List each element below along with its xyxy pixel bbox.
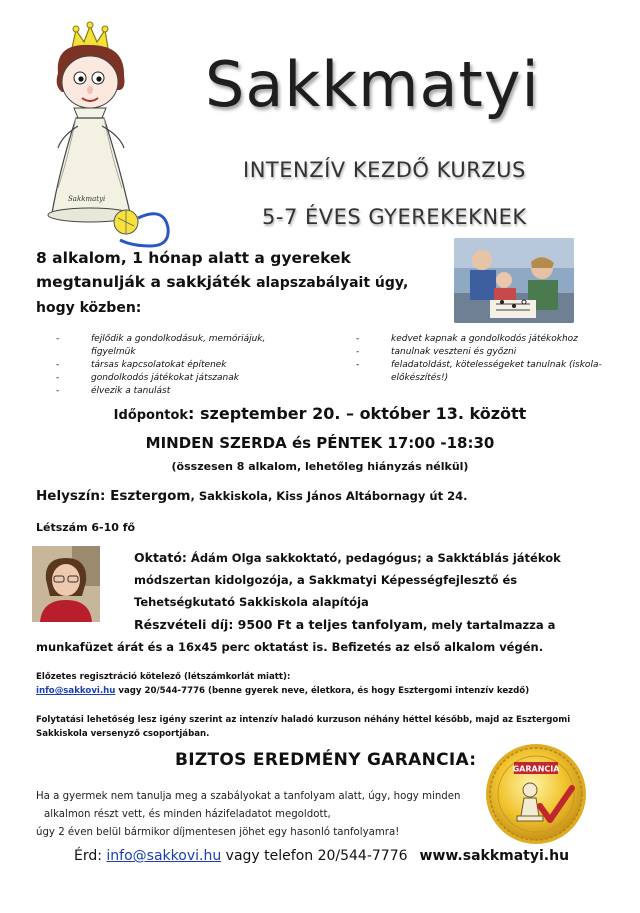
guarantee-line: úgy 2 éven belül bármikor díjmentesen jöhet egy hasonló tanfolyamra! bbox=[36, 827, 400, 838]
teacher-info bbox=[134, 547, 604, 613]
registration-title: Előzetes regisztráció kötelező (létszámkorlát miatt): bbox=[36, 672, 291, 682]
benefit-item: - feladatoldást, kötelességeket tanulnak (iskola-előkészítés!) bbox=[356, 359, 606, 385]
seal-label: GARANCIA bbox=[512, 764, 560, 774]
registration-details: vagy 20/544-7776 (benne gyerek neve, életkora, és hogy Esztergomi intenzív kezdő) bbox=[115, 686, 530, 696]
contact-phone: vagy telefon 20/544-7776 bbox=[221, 848, 408, 864]
intro-bold: 8 alkalom, 1 hónap alatt a gyerekek megtanulják a sakkjáték bbox=[36, 249, 351, 291]
teacher-label: Oktató: bbox=[134, 550, 187, 565]
location-address: , Sakkiskola, Kiss János Altábornagy út 24. bbox=[190, 489, 468, 503]
sakkmatyi-logo bbox=[40, 18, 180, 250]
page-title: Sakkmatyi bbox=[205, 48, 540, 121]
website-link[interactable]: www.sakkmatyi.hu bbox=[419, 848, 570, 864]
intro-normal: alapszabályait úgy, hogy közben: bbox=[36, 275, 409, 316]
benefit-item: - gondolkodós játékokat játszanak bbox=[56, 372, 296, 385]
location-label: Helyszín: Esztergom bbox=[36, 488, 191, 504]
intro-paragraph bbox=[36, 246, 448, 320]
guarantee-title: BIZTOS EREDMÉNY GARANCIA: bbox=[175, 750, 477, 770]
contact-footer bbox=[74, 848, 569, 864]
benefit-item: - kedvet kapnak a gondolkodós játékokhoz bbox=[356, 333, 606, 346]
benefit-item: - társas kapcsolatokat építenek bbox=[56, 359, 296, 372]
schedule-days: MINDEN SZERDA és PÉNTEK 17:00 -18:30 bbox=[145, 434, 495, 452]
location bbox=[36, 488, 467, 504]
teacher-photo bbox=[32, 546, 100, 622]
headcount: Létszám 6-10 fő bbox=[36, 521, 136, 534]
subtitle-course: INTENZÍV KEZDŐ KURZUS bbox=[243, 158, 526, 182]
benefit-item: - fejlődik a gondolkodásuk, memóriájuk, figyelmük bbox=[56, 333, 296, 359]
benefits-list-left bbox=[56, 333, 296, 398]
benefit-item: - élvezik a tanulást bbox=[56, 385, 296, 398]
schedule-label: Időpontok bbox=[113, 408, 189, 423]
schedule-dates bbox=[0, 404, 640, 423]
continuation-note: Folytatási lehetőség lesz igény szerint az intenzív haladó kurzuson néhány héttel később, majd az Esztergomi Sakkiskola versenyző csoportjában. bbox=[36, 715, 571, 739]
guarantee-seal-icon bbox=[484, 742, 588, 846]
schedule-range: : szeptember 20. – október 13. között bbox=[188, 404, 527, 423]
guarantee-line: alkalmon részt vett, és minden házifeladatot megoldott, bbox=[44, 809, 331, 820]
logo-text: Sakkmatyi bbox=[68, 195, 106, 203]
subtitle-age: 5-7 ÉVES GYEREKEKNEK bbox=[262, 205, 527, 229]
fee-info bbox=[36, 614, 616, 658]
fee-label: Részvételi díj: 9500 Ft a teljes tanfolyam bbox=[134, 617, 424, 632]
contact-email-link[interactable]: info@sakkovi.hu bbox=[106, 848, 222, 864]
registration-email-link[interactable]: info@sakkovi.hu bbox=[36, 686, 116, 696]
teacher-text: Ádám Olga sakkoktató, pedagógus; a Sakktáblás játékok módszertan kidolgozója, a Sakkmatyi Képességfejlesztő és Tehetségkutató Sakkiskola alapítója bbox=[134, 551, 561, 609]
schedule-note: (összesen 8 alkalom, lehetőleg hiányzás nélkül) bbox=[171, 460, 469, 473]
registration-contact bbox=[36, 686, 529, 696]
benefit-item: - tanulnak veszteni és győzni bbox=[356, 346, 606, 359]
fee-text: , mely tartalmazza a munkafüzet árát és a 16x45 perc oktatást is. Befizetés az első alkalom végén. bbox=[36, 618, 556, 654]
benefits-list-right bbox=[356, 333, 606, 385]
contact-prefix: Érd: bbox=[74, 848, 107, 864]
guarantee-line: Ha a gyermek nem tanulja meg a szabályokat a tanfolyam alatt, úgy, hogy minden bbox=[36, 791, 461, 802]
guarantee-text bbox=[36, 788, 486, 842]
kids-playing-chess-photo bbox=[454, 238, 574, 323]
